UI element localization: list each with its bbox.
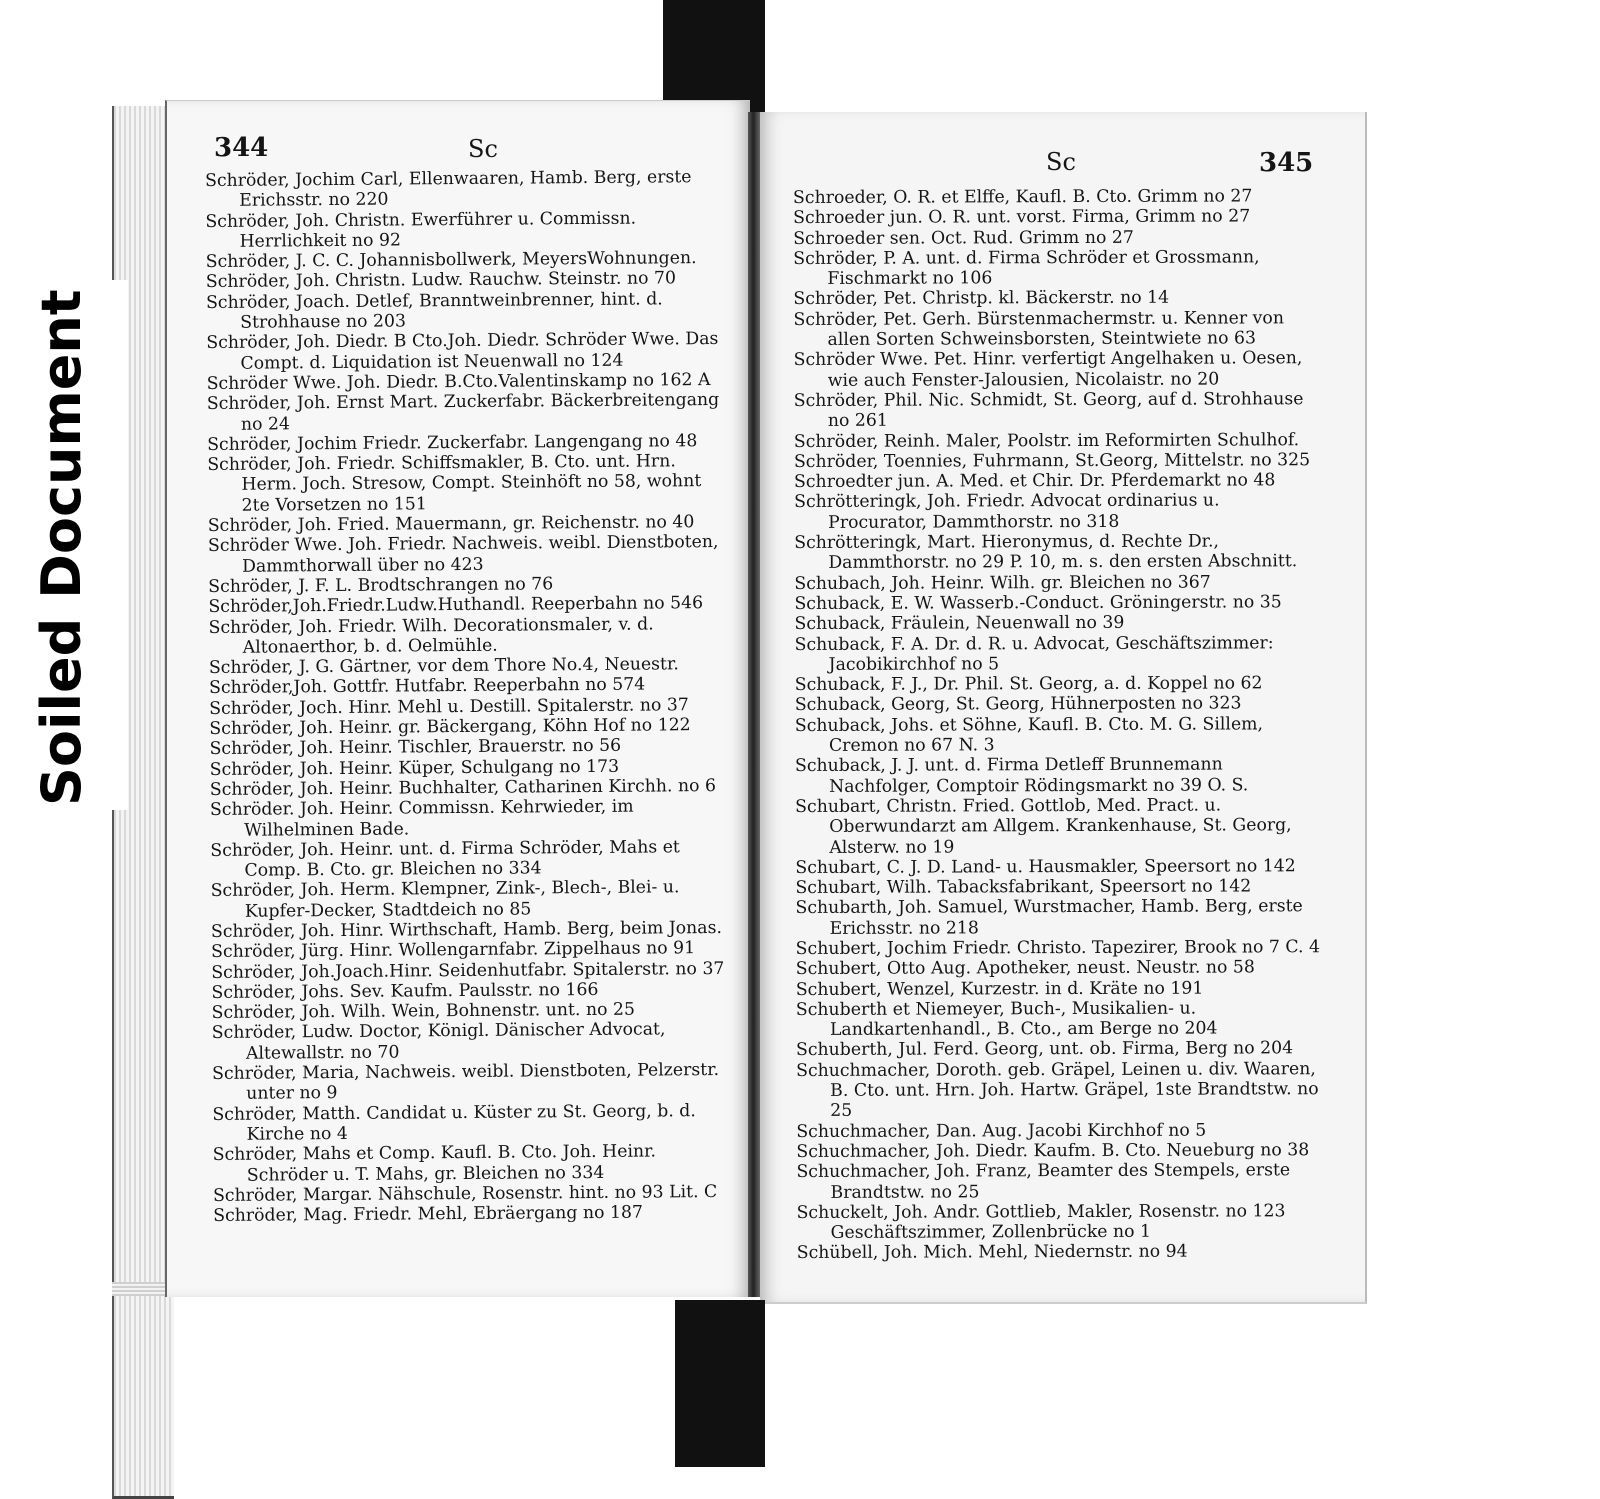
directory-entry: Schuback, Georg, St. Georg, Hühnerposten no 323 <box>794 693 1242 716</box>
directory-entry: Schröder Wwe. Joh. Diedr. B.Cto.Valentinskamp no 162 A <box>206 370 711 394</box>
directory-entry: Schröder, Toennies, Fuhrmann, St.Georg, Mittelstr. no 325 <box>793 450 1311 472</box>
directory-entry: Schröder,Joh. Gottfr. Hutfabr. Reeperbahn no 574 <box>208 674 646 699</box>
left-page-header: Sc <box>468 135 498 163</box>
directory-entry: Schubert, Wenzel, Kurzestr. in d. Kräte no 191 <box>795 978 1204 1000</box>
directory-entry: Schubach, Joh. Heinr. Wilh. gr. Bleichen no 367 <box>794 572 1211 594</box>
directory-entry: Schröder, J. G. Gärtner, vor dem Thore No.4, Neuestr. <box>208 654 679 679</box>
directory-entry: Schrötteringk, Mart. Hieronymus, d. Rechte Dr., Dammthorstr. no 29 P. 10, m. s. den ersten Abschnitt. <box>794 531 1298 574</box>
directory-entry: Schroedter jun. A. Med. et Chir. Dr. Pferdemarkt no 48 <box>793 470 1276 493</box>
directory-entry: Schuback, Fräulein, Neuenwall no 39 <box>794 613 1125 635</box>
directory-entry: Schröder, Joh. Friedr. Wilh. Decorationsmaler, v. d. Altonaerthor, b. d. Oelmühle. <box>208 614 654 658</box>
book-gutter <box>748 112 760 1297</box>
directory-entry: Schröder, Reinh. Maler, Poolstr. im Reformirten Schulhof. <box>793 429 1300 452</box>
directory-entry: Schröder, Phil. Nic. Schmidt, St. Georg, auf d. Strohhause no 261 <box>793 389 1304 432</box>
directory-entry: Schuberth et Niemeyer, Buch-, Musikalien- u. Landkartenhandl., B. Cto., am Berge no 204 <box>795 998 1218 1041</box>
directory-entry: Schuback, J. J. unt. d. Firma Detleff Brunnemann Nachfolger, Comptoir Rödingsmarkt no 39 O. S. <box>794 754 1249 797</box>
directory-entry: Schröder,Joh.Friedr.Ludw.Huthandl. Reeperbahn no 546 <box>208 593 704 618</box>
directory-entry: Schuberth, Jul. Ferd. Georg, unt. ob. Firma, Berg no 204 <box>795 1038 1294 1061</box>
directory-entry: Schröder, Joh. Herm. Klempner, Zink-, Blech-, Blei- u. Kupfer-Decker, Stadtdeich no 85 <box>210 877 680 922</box>
directory-entry: Schuchmacher, Joh. Franz, Beamter des Stempels, erste Brandtstw. no 25 <box>796 1160 1291 1203</box>
binding-strap-bottom <box>675 1300 765 1467</box>
directory-entry: Schröder, Joh. Christn. Ewerführer u. Commissn. Herrlichkeit no 92 <box>205 208 637 252</box>
directory-entry: Schubart, Wilh. Tabacksfabrikant, Speersort no 142 <box>795 876 1252 899</box>
left-entry-list <box>205 167 733 1226</box>
directory-entry: Schröder, Joach. Detlef, Branntweinbrenner, hint. d. Strohhause no 203 <box>205 289 663 333</box>
directory-entry: Schröder, Pet. Christp. kl. Bäckerstr. no 14 <box>793 288 1170 310</box>
directory-entry: Schroeder sen. Oct. Rud. Grimm no 27 <box>793 227 1134 249</box>
directory-entry: Schröder, Joh. Christn. Ludw. Rauchw. Steinstr. no 70 <box>205 268 677 293</box>
directory-entry: Schröder, Joh. Friedr. Schiffsmakler, B. Cto. unt. Hrn. Herm. Joch. Stresow, Compt. Steinhöft no 58, wohnt 2te Vorsetzen no 151 <box>207 451 702 516</box>
directory-entry: Schuback, Johs. et Söhne, Kaufl. B. Cto. M. G. Sillem, Cremon no 67 N. 3 <box>794 714 1264 756</box>
directory-entry: Schubert, Jochim Friedr. Christo. Tapezirer, Brook no 7 C. 4 <box>795 937 1321 959</box>
directory-entry: Schröder, Margar. Nähschule, Rosenstr. hint. no 93 Lit. C <box>212 1181 718 1206</box>
directory-entry: Schuback, F. J., Dr. Phil. St. Georg, a. d. Koppel no 62 <box>794 673 1263 696</box>
directory-entry: Schröder, J. F. L. Brodtschrangen no 76 <box>208 574 554 597</box>
directory-entry: Schröder, Joh. Heinr. gr. Bäckergang, Köhn Hof no 122 <box>209 715 691 739</box>
left-page-number: 344 <box>214 133 269 163</box>
right-page-header: Sc <box>1046 148 1076 176</box>
directory-entry: Schröder. Joh. Heinr. Commissn. Kehrwieder, im Wilhelminen Bade. <box>209 796 634 841</box>
directory-entry: Schrötteringk, Joh. Friedr. Advocat ordinarius u. Procurator, Dammthorstr. no 318 <box>794 490 1220 533</box>
directory-entry: Schröder, Jochim Carl, Ellenwaaren, Hamb. Berg, erste Erichsstr. no 220 <box>205 167 692 212</box>
directory-entry: Schröder, Joh. Heinr. Küper, Schulgang no 173 <box>209 756 620 780</box>
directory-entry: Schröder, Joh. Wilh. Wein, Bohnenstr. unt. no 25 <box>211 999 636 1024</box>
directory-entry: Schubert, Otto Aug. Apotheker, neust. Neustr. no 58 <box>795 957 1255 980</box>
directory-entry: Schröder, Jürg. Hinr. Wollengarnfabr. Zippelhaus no 91 <box>211 938 696 963</box>
right-page-number: 345 <box>1259 148 1314 178</box>
directory-entry: Schröder Wwe. Joh. Friedr. Nachweis. weibl. Dienstboten, Dammthorwall über no 423 <box>207 532 719 577</box>
directory-entry: Schröder, Joh. Hinr. Wirthschaft, Hamb. Berg, beim Jonas. <box>210 917 723 942</box>
directory-entry: Schröder, Jochim Friedr. Zuckerfabr. Langengang no 48 <box>207 431 698 455</box>
directory-entry: Schröder, Pet. Gerh. Bürstenmachermstr. u. Kenner von allen Sorten Schweinsborsten, Steintwiete no 63 <box>793 308 1284 350</box>
directory-entry: Schröder, Joh. Heinr. unt. d. Firma Schröder, Mahs et Comp. B. Cto. gr. Bleichen no 334 <box>210 837 680 881</box>
directory-entry: Schuchmacher, Joh. Diedr. Kaufm. B. Cto. Neueburg no 38 <box>796 1140 1310 1162</box>
directory-entry: Schröder, Joh. Ernst Mart. Zuckerfabr. Bäckerbreitengang no 24 <box>206 390 720 435</box>
soiled-document-label: Soiled Document <box>30 289 93 806</box>
directory-entry: Schröder, Joch. Hinr. Mehl u. Destill. Spitalerstr. no 37 <box>209 694 689 719</box>
directory-entry: Schuback, F. A. Dr. d. R. u. Advocat, Geschäftszimmer: Jacobikirchhof no 5 <box>794 632 1274 675</box>
directory-entry: Schröder, Joh. Heinr. Tischler, Brauerstr. no 56 <box>209 736 622 760</box>
directory-entry: Schuchmacher, Dan. Aug. Jacobi Kirchhof no 5 <box>796 1120 1207 1142</box>
directory-entry: Schröder, Mahs et Comp. Kaufl. B. Cto. Joh. Heinr. Schröder u. T. Mahs, gr. Bleichen no 334 <box>212 1141 657 1186</box>
directory-entry: Schröder, Joh. Fried. Mauermann, gr. Reichenstr. no 40 <box>207 512 695 537</box>
directory-entry: Schröder, J. C. C. Johannisbollwerk, MeyersWohnungen. <box>205 248 697 273</box>
directory-entry: Schubart, C. J. D. Land- u. Hausmakler, Speersort no 142 <box>795 856 1296 878</box>
right-entry-list <box>793 186 1322 1264</box>
directory-entry: Schubart, Christn. Fried. Gottlob, Med. Pract. u. Oberwundarzt am Allgem. Krankenhause, St. Georg, Alsterw. no 19 <box>795 795 1292 858</box>
directory-entry: Schroeder, O. R. et Elffe, Kaufl. B. Cto. Grimm no 27 <box>793 186 1253 208</box>
directory-entry: Schuchmacher, Doroth. geb. Gräpel, Leinen u. div. Waaren, B. Cto. unt. Hrn. Joh. Hartw. Gräpel, 1ste Brandtstw. no 25 <box>796 1058 1319 1122</box>
directory-entry: Schuback, E. W. Wasserb.-Conduct. Gröningerstr. no 35 <box>794 592 1282 614</box>
directory-entry: Schroeder jun. O. R. unt. vorst. Firma, Grimm no 27 <box>793 206 1251 229</box>
directory-entry: Schröder Wwe. Pet. Hinr. verfertigt Angelhaken u. Oesen, wie auch Fenster-Jalousien, Nicolaistr. no 20 <box>793 348 1303 391</box>
directory-entry: Schröder, Joh. Diedr. B Cto.Joh. Diedr. Schröder Wwe. Das Compt. d. Liquidation ist Neuenwall no 124 <box>206 329 719 374</box>
directory-entry: Schröder, Ludw. Doctor, Königl. Dänischer Advocat, Altewallstr. no 70 <box>211 1019 666 1064</box>
directory-entry: Schröder, Mag. Friedr. Mehl, Ebräergang no 187 <box>213 1202 644 1227</box>
directory-entry: Schubarth, Joh. Samuel, Wurstmacher, Hamb. Berg, erste Erichsstr. no 218 <box>795 896 1303 939</box>
directory-entry: Schröder, Joh.Joach.Hinr. Seidenhutfabr. Spitalerstr. no 37 <box>211 958 725 983</box>
directory-entry: Schröder, Maria, Nachweis. weibl. Dienstboten, Pelzerstr. unter no 9 <box>212 1060 720 1105</box>
directory-entry: Schuckelt, Joh. Andr. Gottlieb, Makler, Rosenstr. no 123 Geschäftszimmer, Zollenbrücke no 1 <box>796 1201 1286 1244</box>
directory-entry: Schröder, Johs. Sev. Kaufm. Paulsstr. no 166 <box>211 979 599 1003</box>
directory-entry: Schröder, Joh. Heinr. Buchhalter, Catharinen Kirchh. no 6 <box>209 775 717 800</box>
directory-entry: Schübell, Joh. Mich. Mehl, Niedernstr. no 94 <box>796 1242 1188 1264</box>
directory-entry: Schröder, Matth. Candidat u. Küster zu St. Georg, b. d. Kirche no 4 <box>212 1100 696 1145</box>
directory-entry: Schröder, P. A. unt. d. Firma Schröder et Grossmann, Fischmarkt no 106 <box>793 247 1260 290</box>
